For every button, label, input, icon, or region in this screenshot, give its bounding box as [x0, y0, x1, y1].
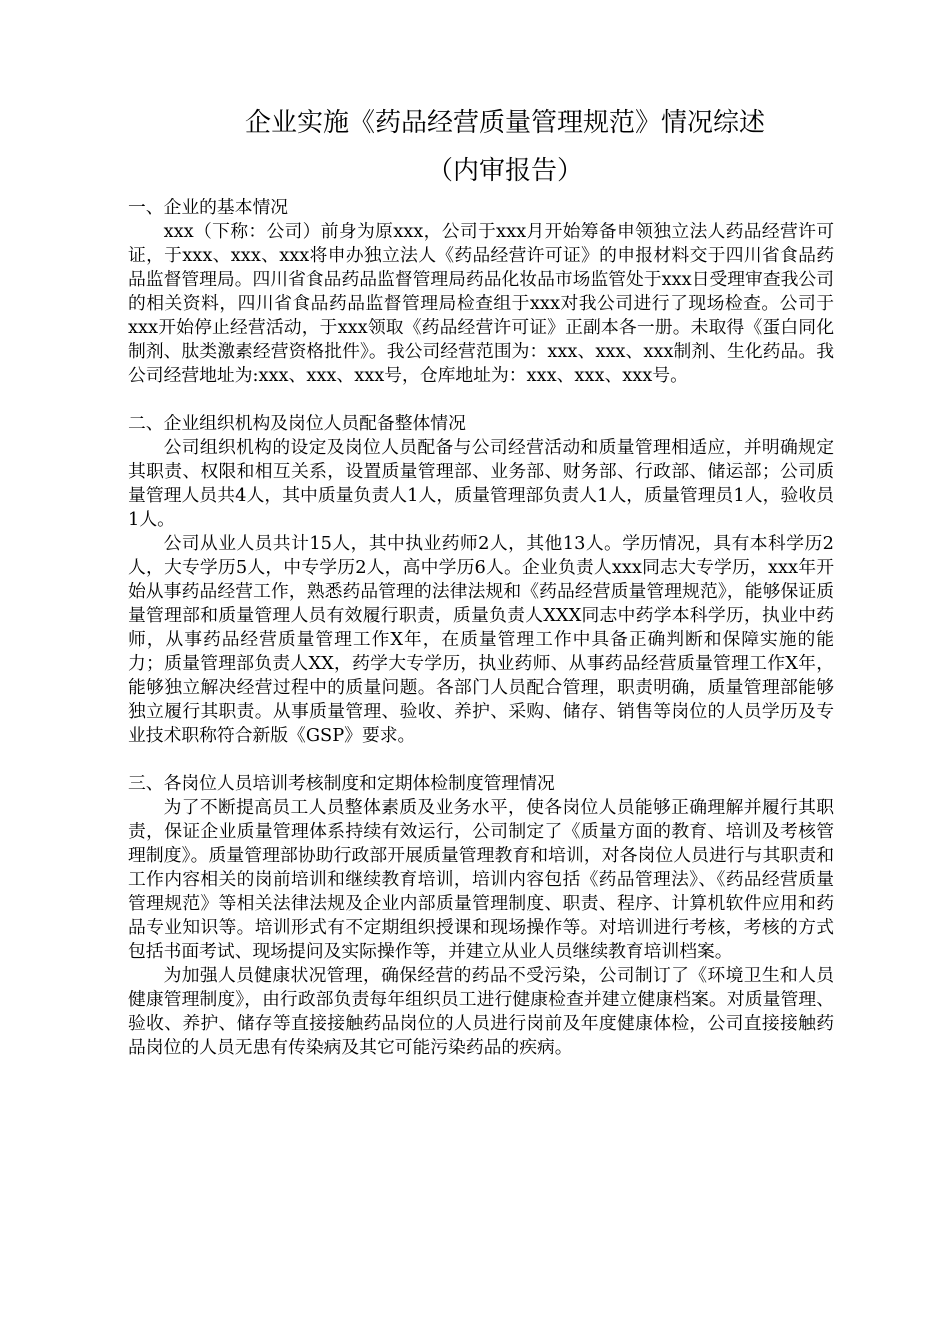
- document-body: [128, 196, 834, 1060]
- section-paragraph: 为了不断提高员工人员整体素质及业务水平，使各岗位人员能够正确理解并履行其职责，保证企业质量管理体系持续有效运行，公司制定了《质量方面的教育、培训及考核管理制度》。质量管理部协助行政部开展质量管理教育和培训，对各岗位人员进行与其职责和工作内容相关的岗前培训和继续教育培训，培训内容包括《药品管理法》、《药品经营质量管理规范》等相关法律法规及企业内部质量管理制度、职责、程序、计算机软件应用和药品专业知识等。培训形式有不定期组织授课和现场操作等。对培训进行考核，考核的方式包括书面考试、现场提问及实际操作等，并建立从业人员继续教育培训档案。: [128, 797, 834, 962]
- section-paragraph: xxx（下称：公司）前身为原xxx，公司于xxx月开始筹备申领独立法人药品经营许可证，于xxx、xxx、xxx将申办独立法人《药品经营许可证》的申报材料交于四川省食品药品监督管理局。四川省食品药品监督管理局药品化妆品市场监管处于xxx日受理审查我公司的相关资料，四川省食品药品监督管理局检查组于xxx对我公司进行了现场检查。公司于xxx开始停止经营活动，于xxx领取《药品经营许可证》正副本各一册。未取得《蛋白同化制剂、肽类激素经营资格批件》。我公司经营范围为：xxx、xxx、xxx制剂、生化药品。我公司经营地址为:xxx、xxx、xxx号，仓库地址为：xxx、xxx、xxx号。: [128, 221, 834, 386]
- section-spacer: [128, 748, 834, 772]
- section-paragraph: 为加强人员健康状况管理，确保经营的药品不受污染，公司制订了《环境卫生和人员健康管理制度》，由行政部负责每年组织员工进行健康检查并建立健康档案。对质量管理、验收、养护、储存等直接接触药品岗位的人员进行岗前及年度健康体检，公司直接接触药品岗位的人员无患有传染病及其它可能污染药品的疾病。: [128, 965, 834, 1058]
- section-heading: 一、企业的基本情况: [128, 197, 289, 218]
- document-subtitle: （内审报告）: [426, 156, 583, 186]
- section-heading: 二、企业组织机构及岗位人员配备整体情况: [128, 413, 466, 434]
- document-title: 企业实施《药品经营质量管理规范》情况综述: [244, 108, 765, 138]
- section-spacer: [128, 388, 834, 412]
- section-paragraph: 公司从业人员共计15人，其中执业药师2人，其他13人。学历情况，具有本科学历2人，大专学历5人，中专学历2人，高中学历6人。企业负责人xxx同志大专学历，xxx年开始从事药品经营工作，熟悉药品管理的法律法规和《药品经营质量管理规范》，能够保证质量管理部和质量管理人员有效履行职责，质量负责人XXX同志中药学本科学历，执业中药师，从事药品经营质量管理工作X年，在质量管理工作中具备正确判断和保障实施的能力；质量管理部负责人XX，药学大专学历，执业药师、从事药品经营质量管理工作X年，能够独立解决经营过程中的质量问题。各部门人员配合管理，职责明确，质量管理部能够独立履行其职责。从事质量管理、验收、养护、采购、储存、销售等岗位的人员学历及专业技术职称符合新版《GSP》要求。: [128, 533, 834, 746]
- section-paragraph: 公司组织机构的设定及岗位人员配备与公司经营活动和质量管理相适应，并明确规定其职责、权限和相互关系，设置质量管理部、业务部、财务部、行政部、储运部；公司质量管理人员共4人，其中质量负责人1人，质量管理部负责人1人，质量管理员1人，验收员1人。: [128, 437, 834, 530]
- section-heading: 三、各岗位人员培训考核制度和定期体检制度管理情况: [128, 773, 555, 794]
